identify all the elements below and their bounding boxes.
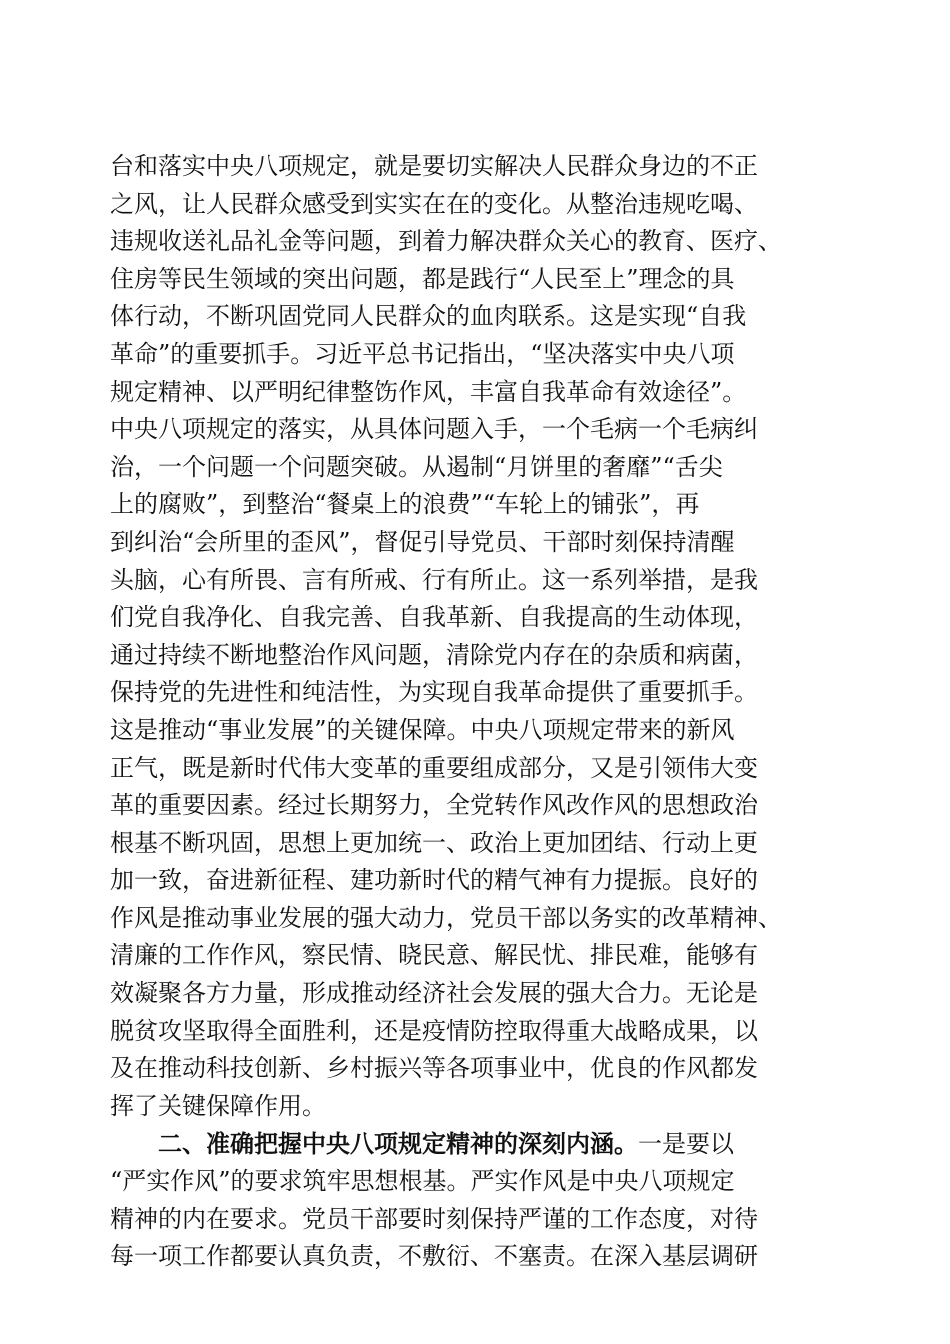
- text-line: 住房等民生领域的突出问题，都是践行“人民至上”理念的具: [110, 264, 735, 293]
- text-line: 规定精神、以严明纪律整饬作风，丰富自我革命有效途径”。: [110, 377, 747, 406]
- text-line: 之风，让人民群众感受到实实在在的变化。从整治违规吃喝、: [110, 189, 758, 218]
- text-line: 革的重要因素。经过长期努力，全党转作风改作风的思想政治: [110, 791, 758, 820]
- text-line: 加一致，奋进新征程、建功新时代的精气神有力提振。良好的: [110, 866, 758, 895]
- section-heading: 二、准确把握中央八项规定精神的深刻内涵。: [158, 1129, 638, 1159]
- text-line: 每一项工作都要认真负责，不敷衍、不塞责。在深入基层调研: [110, 1242, 758, 1271]
- text-line: 效凝聚各方力量，形成推动经济社会发展的强大合力。无论是: [110, 979, 758, 1008]
- text-line: 脱贫攻坚取得全面胜利，还是疫情防控取得重大战略成果，以: [110, 1016, 758, 1045]
- section-heading-line: [110, 1125, 850, 1163]
- text-line: 及在推动科技创新、乡村振兴等各项事业中，优良的作风都发: [110, 1054, 758, 1083]
- text-line: 作风是推动事业发展的强大动力，党员干部以务实的改革精神、: [110, 903, 782, 932]
- text-line: 保持党的先进性和纯洁性，为实现自我革命提供了重要抓手。: [110, 678, 758, 707]
- text-line: 到纠治“会所里的歪风”，督促引导党员、干部时刻保持清醒: [110, 527, 735, 556]
- text-line: 清廉的工作作风，察民情、晓民意、解民忧、排民难，能够有: [110, 941, 758, 970]
- text-line: 体行动，不断巩固党同人民群众的血肉联系。这是实现“自我: [110, 302, 747, 331]
- text-line: 治，一个问题一个问题突破。从遏制“月饼里的奢靡”“舌尖: [110, 452, 723, 481]
- text-line: 们党自我净化、自我完善、自我革新、自我提高的生动体现，: [110, 603, 758, 632]
- text-line: 通过持续不断地整治作风问题，清除党内存在的杂质和病菌，: [110, 640, 758, 669]
- text-line: 根基不断巩固，思想上更加统一、政治上更加团结、行动上更: [110, 828, 758, 857]
- text-line: 精神的内在要求。党员干部要时刻保持严谨的工作态度，对待: [110, 1204, 758, 1233]
- text-line: 中央八项规定的落实，从具体问题入手，一个毛病一个毛病纠: [110, 415, 758, 444]
- text-line: 这是推动“事业发展”的关键保障。中央八项规定带来的新风: [110, 715, 735, 744]
- text-line: 头脑，心有所畏、言有所戒、行有所止。这一系列举措，是我: [110, 565, 758, 594]
- body-text: [110, 148, 850, 1276]
- text-line: 台和落实中央八项规定，就是要切实解决人民群众身边的不正: [110, 152, 758, 180]
- text-line: 违规收送礼品礼金等问题，到着力解决群众关心的教育、医疗、: [110, 227, 782, 256]
- heading-line-rest: 一是要以: [638, 1130, 734, 1159]
- text-line: 革命”的重要抓手。习近平总书记指出，“坚决落实中央八项: [110, 339, 735, 368]
- text-line: 上的腐败”，到整治“餐桌上的浪费”“车轮上的铺张”，再: [110, 490, 700, 519]
- text-line: 挥了关键保障作用。: [110, 1091, 326, 1120]
- text-line: 正气，既是新时代伟大变革的重要组成部分，又是引领伟大变: [110, 753, 758, 782]
- text-line: “严实作风”的要求筑牢思想根基。严实作风是中央八项规定: [110, 1167, 735, 1196]
